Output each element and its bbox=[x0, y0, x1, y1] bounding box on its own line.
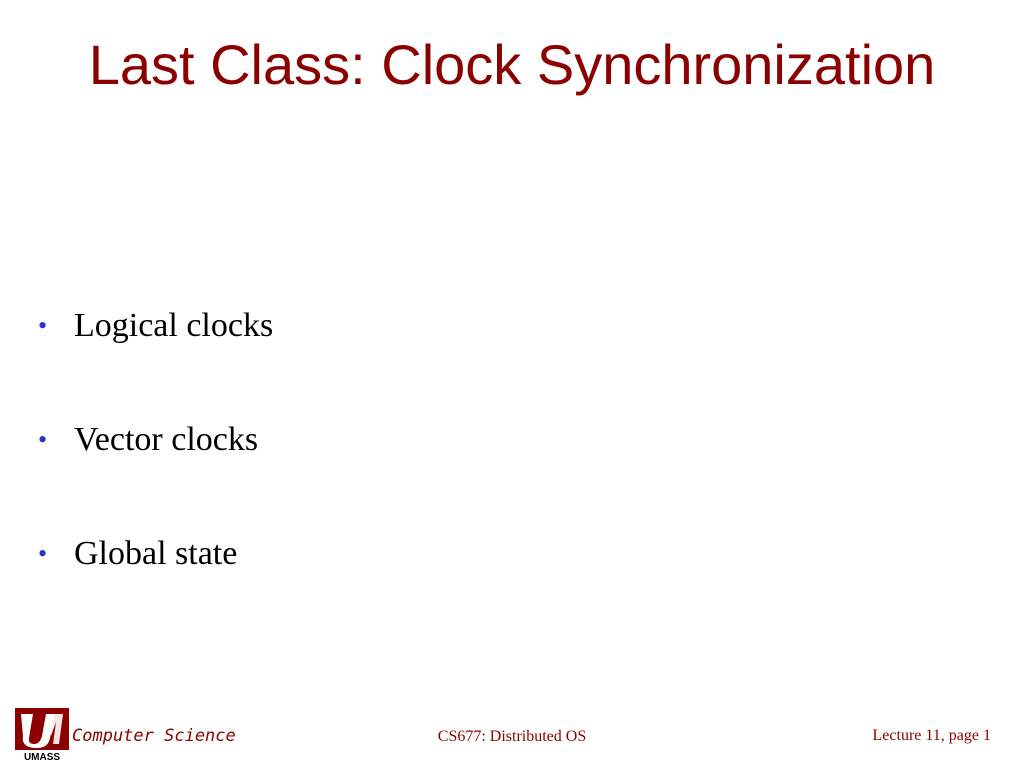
bullet-text: Global state bbox=[74, 535, 238, 572]
bullet-marker: • bbox=[38, 425, 48, 454]
slide-title: Last Class: Clock Synchronization bbox=[88, 33, 936, 96]
bullet-item bbox=[38, 300, 273, 414]
bullet-text: Vector clocks bbox=[74, 421, 259, 458]
bullet-marker: • bbox=[38, 539, 48, 568]
course-label: CS677: Distributed OS bbox=[437, 728, 587, 745]
page-number: Lecture 11, page 1 bbox=[872, 727, 991, 744]
bullet-marker: • bbox=[38, 311, 48, 340]
bullet-item bbox=[38, 414, 273, 528]
slide-footer bbox=[0, 706, 1024, 762]
bullet-text: Logical clocks bbox=[74, 307, 274, 344]
bullet-item bbox=[38, 528, 273, 642]
department-label: Computer Science bbox=[72, 726, 236, 746]
bullet-list bbox=[38, 300, 273, 642]
logo-text: UMASS bbox=[23, 752, 61, 762]
